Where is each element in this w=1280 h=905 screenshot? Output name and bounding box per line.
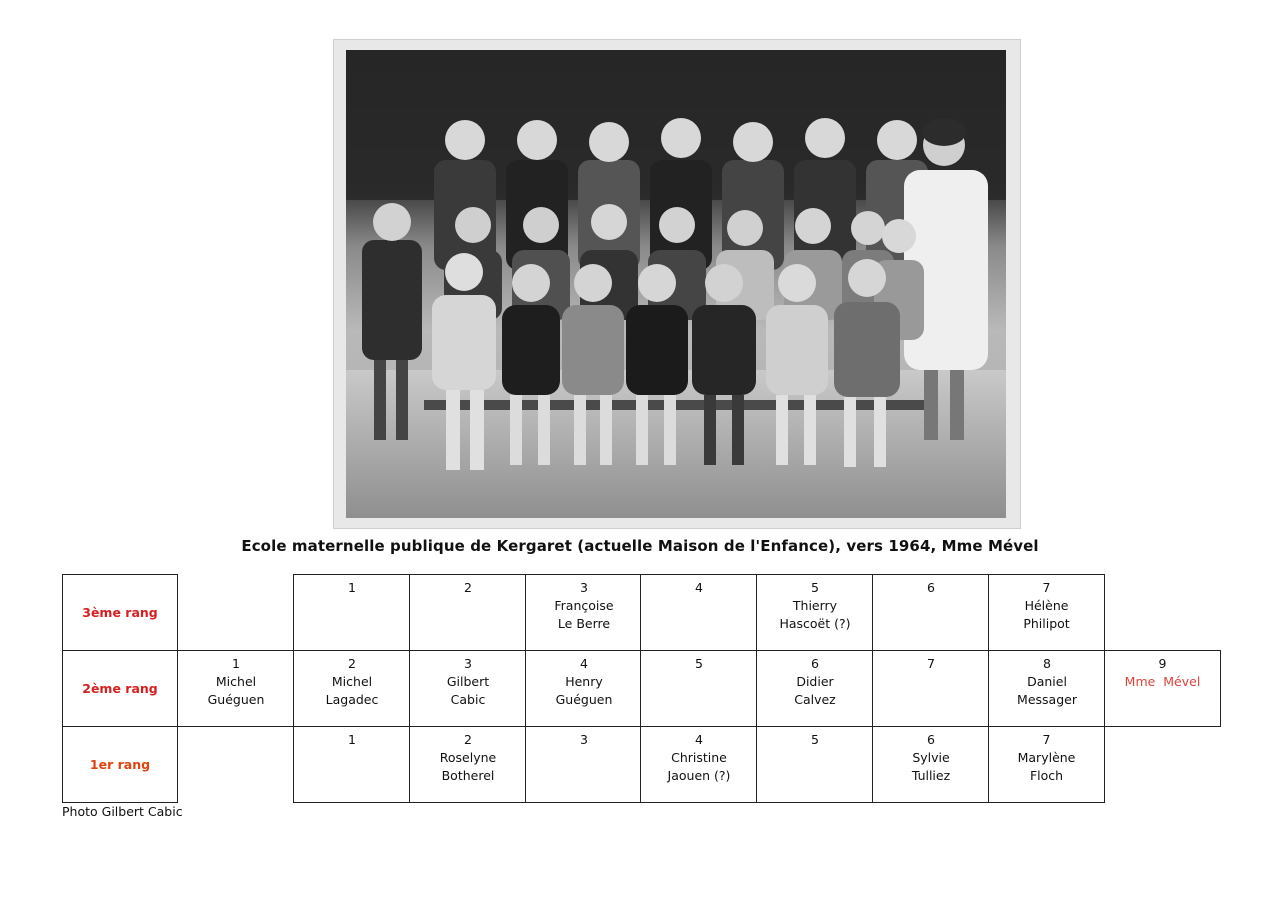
person-first-name: Hélène bbox=[1024, 598, 1069, 613]
seat-cell bbox=[293, 726, 410, 803]
seat-number: 2 bbox=[348, 656, 356, 671]
seat-cell bbox=[988, 726, 1105, 803]
seat-number: 5 bbox=[811, 580, 819, 595]
person-last-name: Hascoët (?) bbox=[779, 616, 851, 631]
seat-number: 7 bbox=[927, 656, 935, 671]
photo-caption: Ecole maternelle publique de Kergaret (actuelle Maison de l'Enfance), vers 1964, Mme Mével bbox=[241, 537, 1039, 555]
seat-number: 7 bbox=[1042, 732, 1051, 747]
person-last-name: Guéguen bbox=[555, 692, 613, 707]
seat-number: 2 bbox=[464, 732, 472, 747]
seat-cell bbox=[293, 574, 410, 651]
seat-number: 1 bbox=[348, 580, 356, 595]
seat-cell bbox=[525, 574, 642, 651]
person-last-name: Philipot bbox=[1023, 616, 1070, 631]
person-first-name: Roselyne bbox=[439, 750, 497, 765]
seat-cell bbox=[177, 650, 294, 727]
person-last-name: Jaouen (?) bbox=[667, 768, 731, 783]
seat-number: 3 bbox=[464, 656, 472, 671]
person-first-name: Didier bbox=[796, 674, 834, 689]
seat-number: 5 bbox=[695, 656, 703, 671]
seat-number: 1 bbox=[348, 732, 356, 747]
seat-number: 6 bbox=[811, 656, 819, 671]
seat-cell bbox=[756, 574, 873, 651]
person-first-name: Michel bbox=[331, 674, 373, 689]
seat-number: 4 bbox=[695, 732, 703, 747]
seat-cell bbox=[988, 650, 1105, 727]
seat-number: 1 bbox=[232, 656, 240, 671]
person-last-name: Tulliez bbox=[911, 768, 951, 783]
row-label: 3ème rang bbox=[62, 574, 178, 651]
person-first-name: Marylène bbox=[1017, 750, 1076, 765]
seat-cell bbox=[409, 726, 526, 803]
seat-cell bbox=[409, 650, 526, 727]
seat-cell bbox=[872, 574, 989, 651]
person-first-name: Christine bbox=[671, 750, 727, 765]
seat-number: 6 bbox=[927, 580, 935, 595]
seat-cell bbox=[525, 726, 642, 803]
seat-number: 4 bbox=[580, 656, 588, 671]
person-last-name: Lagadec bbox=[325, 692, 379, 707]
photo-credit: Photo Gilbert Cabic bbox=[62, 804, 183, 819]
seat-cell bbox=[1104, 650, 1221, 727]
person-first-name: Sylvie bbox=[912, 750, 950, 765]
seat-number: 7 bbox=[1042, 580, 1051, 595]
seat-cell bbox=[756, 726, 873, 803]
seat-cell bbox=[640, 650, 757, 727]
person-first-name: Daniel bbox=[1027, 674, 1067, 689]
row-label: 1er rang bbox=[62, 726, 178, 803]
seat-cell bbox=[409, 574, 526, 651]
seat-cell bbox=[640, 726, 757, 803]
class-photo-image bbox=[334, 40, 1020, 528]
seat-number: 3 bbox=[580, 732, 588, 747]
class-photo bbox=[334, 40, 1020, 528]
person-first-name: Michel bbox=[215, 674, 257, 689]
seat-number: 6 bbox=[927, 732, 935, 747]
seat-number: 8 bbox=[1043, 656, 1051, 671]
seat-cell bbox=[640, 574, 757, 651]
person-first-name: Henry bbox=[565, 674, 603, 689]
seat-cell bbox=[988, 574, 1105, 651]
person-last-name: Floch bbox=[1029, 768, 1064, 783]
person-first-name: Mme Mével bbox=[1124, 674, 1201, 689]
seat-cell bbox=[293, 650, 410, 727]
seat-cell bbox=[872, 726, 989, 803]
seat-number: 9 bbox=[1158, 656, 1167, 671]
person-last-name: Calvez bbox=[794, 692, 836, 707]
person-last-name: Cabic bbox=[450, 692, 486, 707]
row-label: 2ème rang bbox=[62, 650, 178, 727]
person-first-name: Françoise bbox=[554, 598, 614, 613]
person-last-name: Guéguen bbox=[207, 692, 265, 707]
seat-cell bbox=[525, 650, 642, 727]
person-first-name: Gilbert bbox=[446, 674, 490, 689]
person-last-name: Messager bbox=[1017, 692, 1077, 707]
person-last-name: Le Berre bbox=[557, 616, 611, 631]
person-last-name: Botherel bbox=[441, 768, 495, 783]
seat-cell bbox=[872, 650, 989, 727]
seat-number: 2 bbox=[464, 580, 472, 595]
seat-cell bbox=[756, 650, 873, 727]
person-first-name: Thierry bbox=[792, 598, 838, 613]
seat-number: 5 bbox=[811, 732, 819, 747]
seat-number: 4 bbox=[695, 580, 703, 595]
seat-number: 3 bbox=[580, 580, 588, 595]
